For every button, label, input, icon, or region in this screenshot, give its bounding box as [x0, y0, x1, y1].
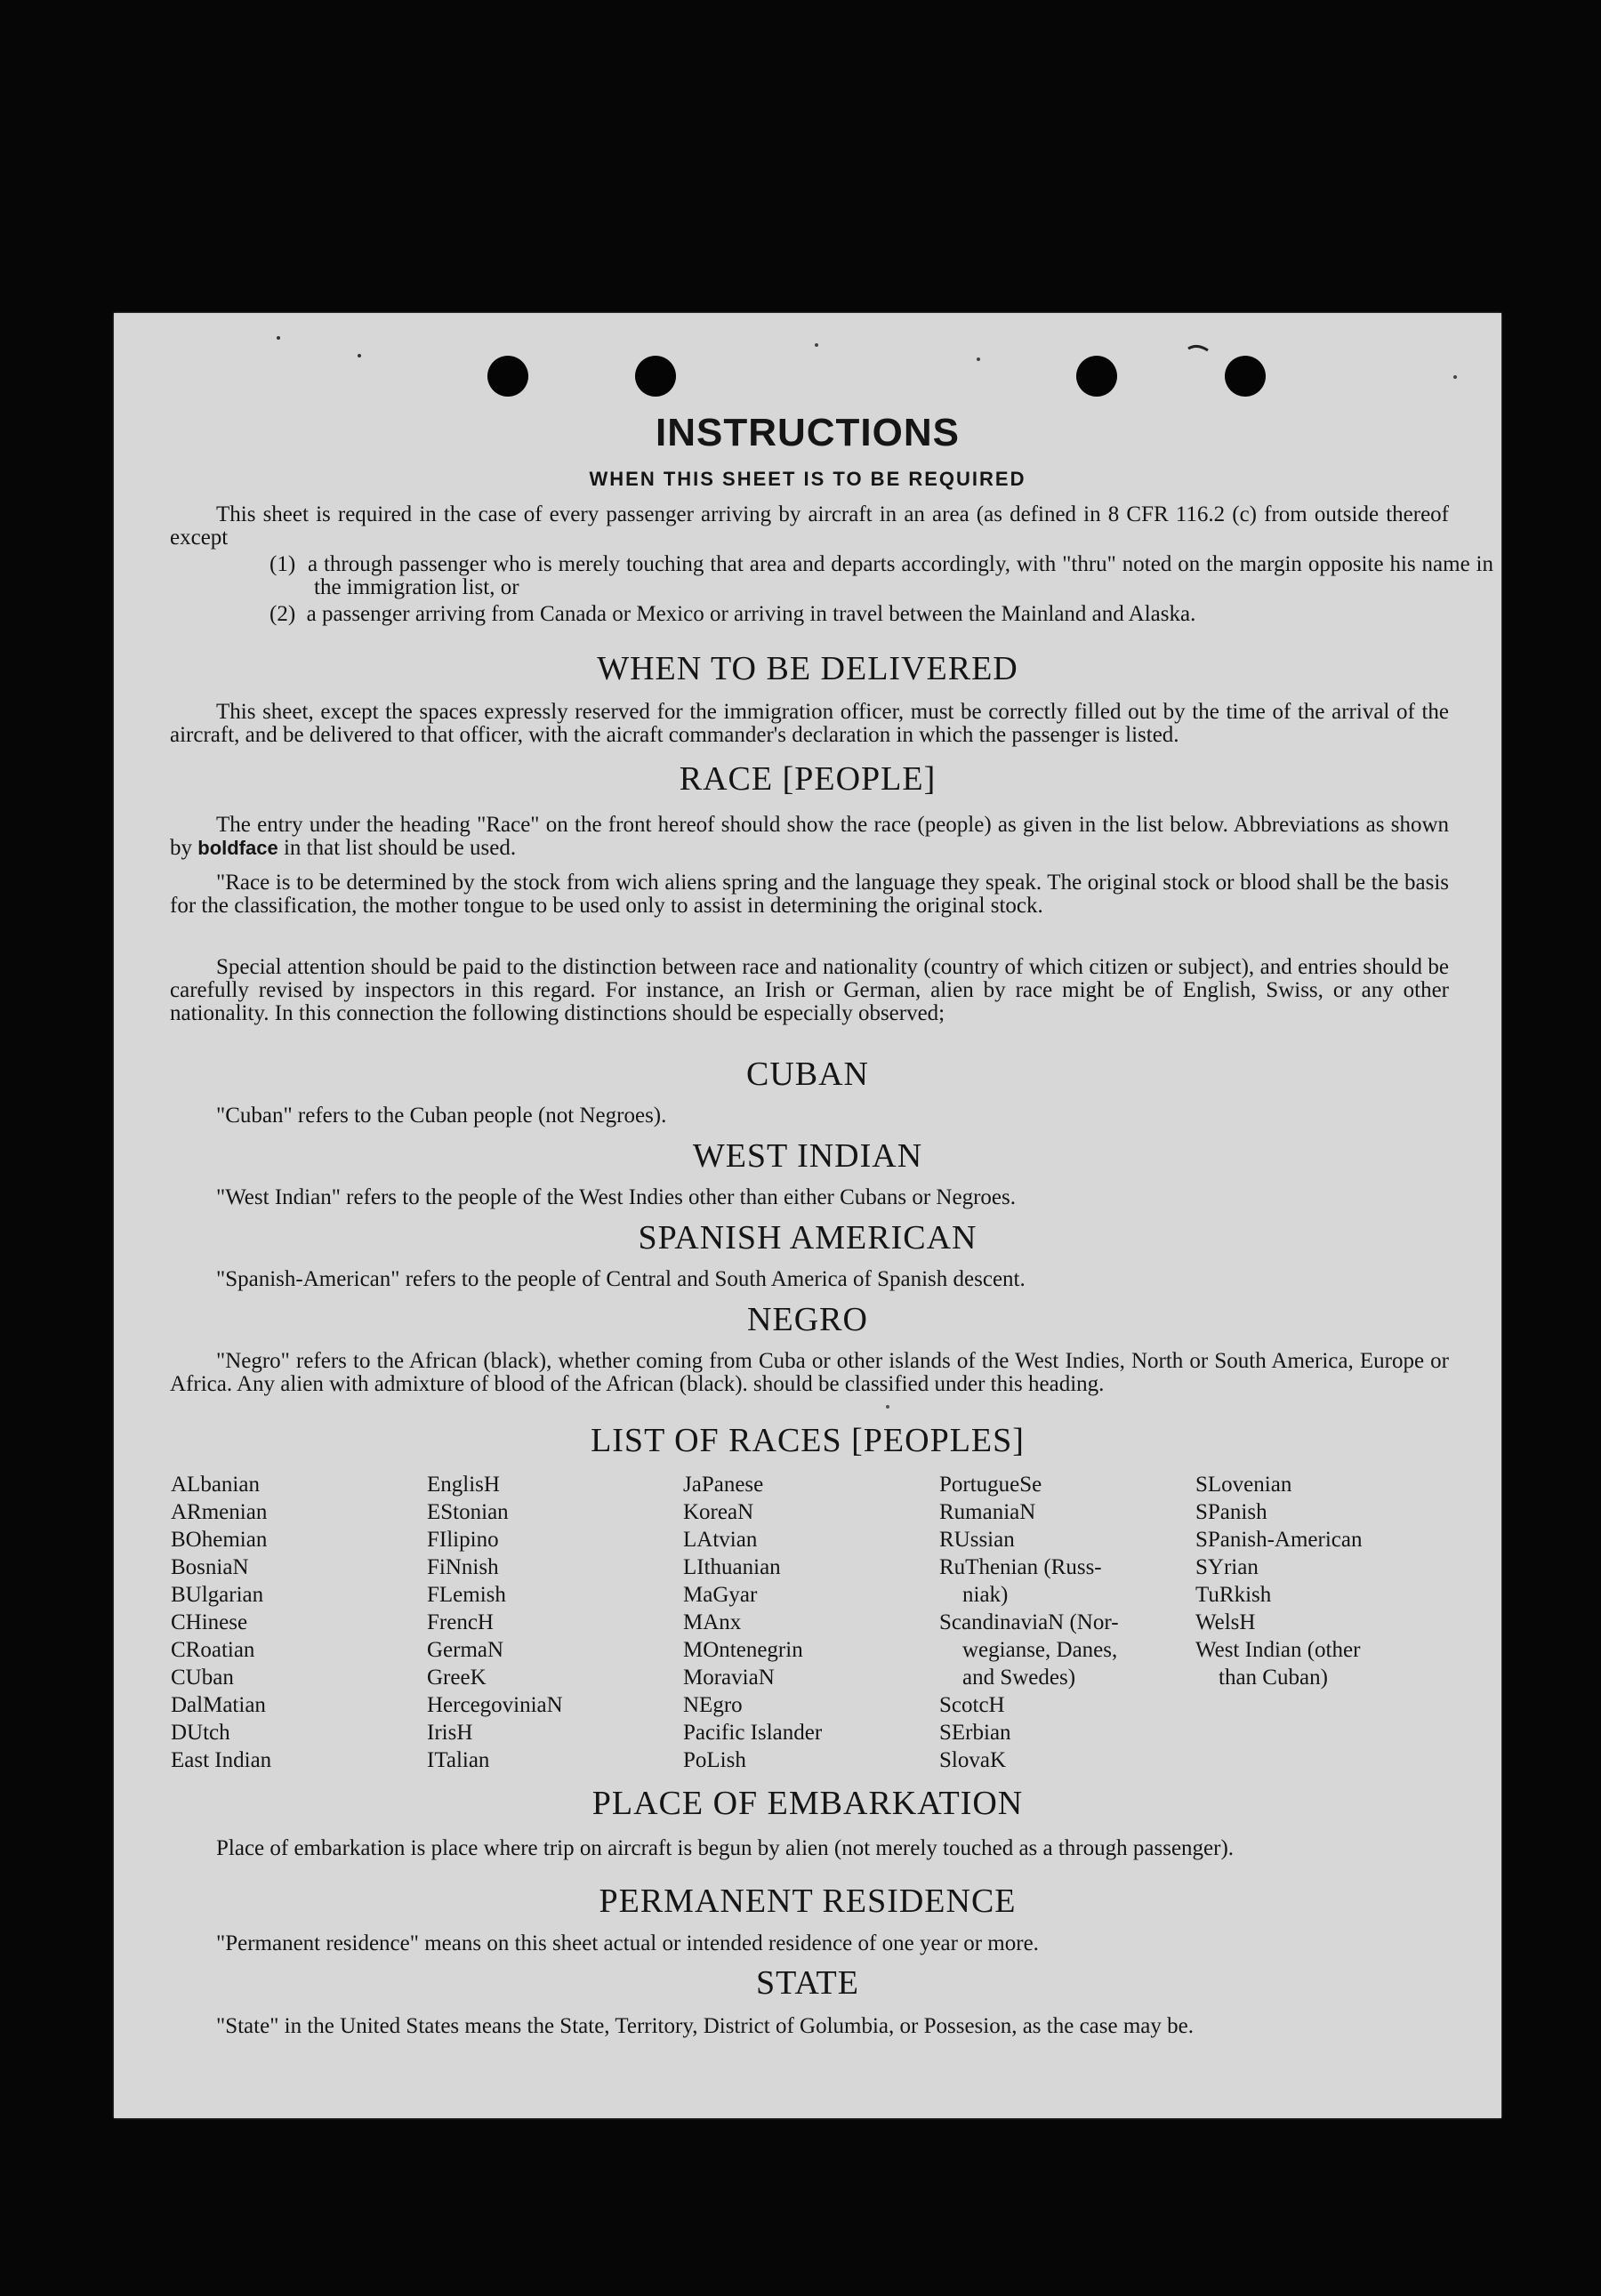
section-heading-cuban: CUBAN: [745, 1056, 870, 1093]
race-list-item: LIthuanian: [683, 1555, 781, 1579]
race-list-item: FIlipino: [427, 1528, 499, 1552]
delivered-text: This sheet, except the spaces expressly reserved for the immigration officer, must be correctly filled out by the time of the arrival of the aircraft, and be delivered to that officer, with the aicraft commander's declaration in which the passenger is listed.: [170, 700, 1449, 747]
race-list-item: FrencH: [427, 1610, 494, 1634]
race-list-item: FiNnish: [427, 1555, 499, 1579]
race-list-column: [171, 1471, 427, 1774]
exception-text: a passenger arriving from Canada or Mexico or arriving in travel between the Mainland and Alaska.: [306, 602, 1196, 626]
race-list: [171, 1471, 1452, 1774]
race-list-item: NEgro: [683, 1693, 743, 1717]
exception-item-1: [270, 553, 1493, 599]
race-list-item: CHinese: [171, 1610, 248, 1634]
section-heading-list: LIST OF RACES [PEOPLES]: [591, 1422, 1025, 1459]
race-list-column: [939, 1471, 1195, 1774]
race-paragraph-1: [170, 814, 1449, 860]
race-list-item: and Swedes): [962, 1666, 1076, 1690]
race-list-item: IrisH: [427, 1721, 473, 1745]
west-indian-text: "West Indian" refers to the people of the West Indies other than either Cubans or Negroes.: [216, 1185, 1016, 1209]
sheet-content: [114, 313, 1501, 2118]
race-list-item: SlovaK: [939, 1748, 1006, 1772]
race-list-item: KoreaN: [683, 1500, 754, 1524]
exception-item-2: [270, 603, 1493, 626]
residence-text: "Permanent residence" means on this sheet actual or intended residence of one year or more.: [216, 1931, 1039, 1955]
race-list-item: WelsH: [1195, 1610, 1256, 1634]
race-list-item: than Cuban): [1219, 1666, 1328, 1690]
race-list-item: FLemish: [427, 1583, 506, 1607]
race-list-item: SYrian: [1195, 1555, 1259, 1579]
race-list-item: ScandinaviaN (Nor-: [939, 1610, 1119, 1634]
race-list-item: DUtch: [171, 1721, 230, 1745]
race-list-item: TuRkish: [1195, 1583, 1272, 1607]
cuban-text: "Cuban" refers to the Cuban people (not Negroes).: [216, 1104, 667, 1128]
race-list-item: MoraviaN: [683, 1666, 775, 1690]
race-list-item: DalMatian: [171, 1693, 266, 1717]
race-list-item: SErbian: [939, 1721, 1011, 1745]
race-list-item: GermaN: [427, 1638, 504, 1662]
exception-number: (1): [270, 552, 296, 576]
race-list-item: SPanish: [1195, 1500, 1267, 1524]
race-list-item: ARmenian: [171, 1500, 268, 1524]
race-list-item: CUban: [171, 1666, 234, 1690]
race-list-column: [683, 1471, 939, 1774]
race-list-item: BOhemian: [171, 1528, 268, 1552]
race-list-item: EnglisH: [427, 1473, 500, 1497]
race-list-column: [1195, 1471, 1452, 1774]
required-intro: This sheet is required in the case of every passenger arriving by aircraft in an area (as defined in 8 CFR 116.2 (c) from outside thereof except: [170, 502, 1449, 550]
race-list-item: JaPanese: [683, 1473, 764, 1497]
race-list-item: PoLish: [683, 1748, 746, 1772]
race-list-item: ALbanian: [171, 1473, 260, 1497]
section-heading-residence: PERMANENT RESIDENCE: [599, 1883, 1017, 1920]
race-list-item: BUlgarian: [171, 1583, 264, 1607]
race-list-item: wegianse, Danes,: [962, 1638, 1118, 1662]
race-list-item: PortugueSe: [939, 1473, 1042, 1497]
section-heading-embarkation: PLACE OF EMBARKATION: [591, 1785, 1024, 1822]
boldface-word: boldface: [197, 837, 278, 859]
instruction-sheet: [114, 313, 1501, 2118]
race-list-item: EStonian: [427, 1500, 509, 1524]
race-paragraph-3: Special attention should be paid to the distinction between race and nationality (country of which citizen or subject), and entries should be carefully revised by inspectors in this regard. For instance, an Irish or German, alien by race might be of English, Swiss, or any other nationality. In this connection the following distinctions should be especially observed;: [170, 955, 1449, 1025]
race-list-item: East Indian: [171, 1748, 272, 1772]
race-list-column: [427, 1471, 683, 1774]
race-list-item: BosniaN: [171, 1555, 249, 1579]
race-list-item: MOntenegrin: [683, 1638, 803, 1662]
page-title: INSTRUCTIONS: [656, 411, 960, 454]
race-list-item: RuThenian (Russ-: [939, 1555, 1102, 1579]
page-subtitle: WHEN THIS SHEET IS TO BE REQUIRED: [589, 468, 1026, 490]
negro-text: "Negro" refers to the African (black), whether coming from Cuba or other islands of the West Indies, North or South America, Europe or Africa. Any alien with admixture of blood of the African (black). should be classified under this heading.: [170, 1349, 1449, 1396]
section-heading-race: RACE [PEOPLE]: [679, 760, 937, 798]
section-heading-delivered: WHEN TO BE DELIVERED: [597, 650, 1018, 687]
race-list-item: SPanish-American: [1195, 1528, 1363, 1552]
spanish-american-text: "Spanish-American" refers to the people of Central and South America of Spanish descent.: [216, 1267, 1026, 1291]
section-heading-state: STATE: [756, 1964, 859, 2002]
exception-text: a through passenger who is merely touching that area and departs accordingly, with "thru" noted on the margin opposite his name in the immigration list, or: [307, 552, 1494, 599]
state-text: "State" in the United States means the State, Territory, District of Golumbia, or Possesion, as the case may be.: [216, 2014, 1194, 2038]
race-list-item: HercegovinіaN: [427, 1693, 563, 1717]
race-list-item: RUssian: [939, 1528, 1015, 1552]
race-list-item: Pacific Islander: [683, 1721, 823, 1745]
race-list-item: ScotcH: [939, 1693, 1005, 1717]
section-heading-negro: NEGRO: [747, 1301, 868, 1338]
embarkation-text: Place of embarkation is place where trip on aircraft is begun by alien (not merely touched as a through passenger).: [216, 1836, 1235, 1860]
race-list-item: MAnx: [683, 1610, 742, 1634]
section-heading-west-indian: WEST INDIAN: [692, 1137, 923, 1175]
race-list-item: niak): [962, 1583, 1009, 1607]
race-text: in that list should be used.: [283, 836, 517, 860]
race-list-item: LAtvian: [683, 1528, 758, 1552]
race-list-item: CRoatian: [171, 1638, 255, 1662]
race-list-item: SLovenian: [1195, 1473, 1292, 1497]
race-list-item: RumaniaN: [939, 1500, 1036, 1524]
race-list-item: ITalian: [427, 1748, 490, 1772]
race-list-item: MaGyar: [683, 1583, 758, 1607]
race-list-item: GreeK: [427, 1666, 487, 1690]
race-list-item: West Indian (other: [1195, 1638, 1361, 1662]
section-heading-spanish-american: SPANISH AMERICAN: [638, 1219, 977, 1256]
exception-number: (2): [270, 602, 296, 626]
race-text: The entry under the heading "Race" on the front hereof should show the race (people) as given in the list below. Abbreviations as shown by: [170, 813, 1449, 860]
race-paragraph-2: "Race is to be determined by the stock from wich aliens spring and the language they speak. The original stock or blood shall be the basis for the classification, the mother tongue to be used only to assist in determining the original stock.: [170, 871, 1449, 918]
